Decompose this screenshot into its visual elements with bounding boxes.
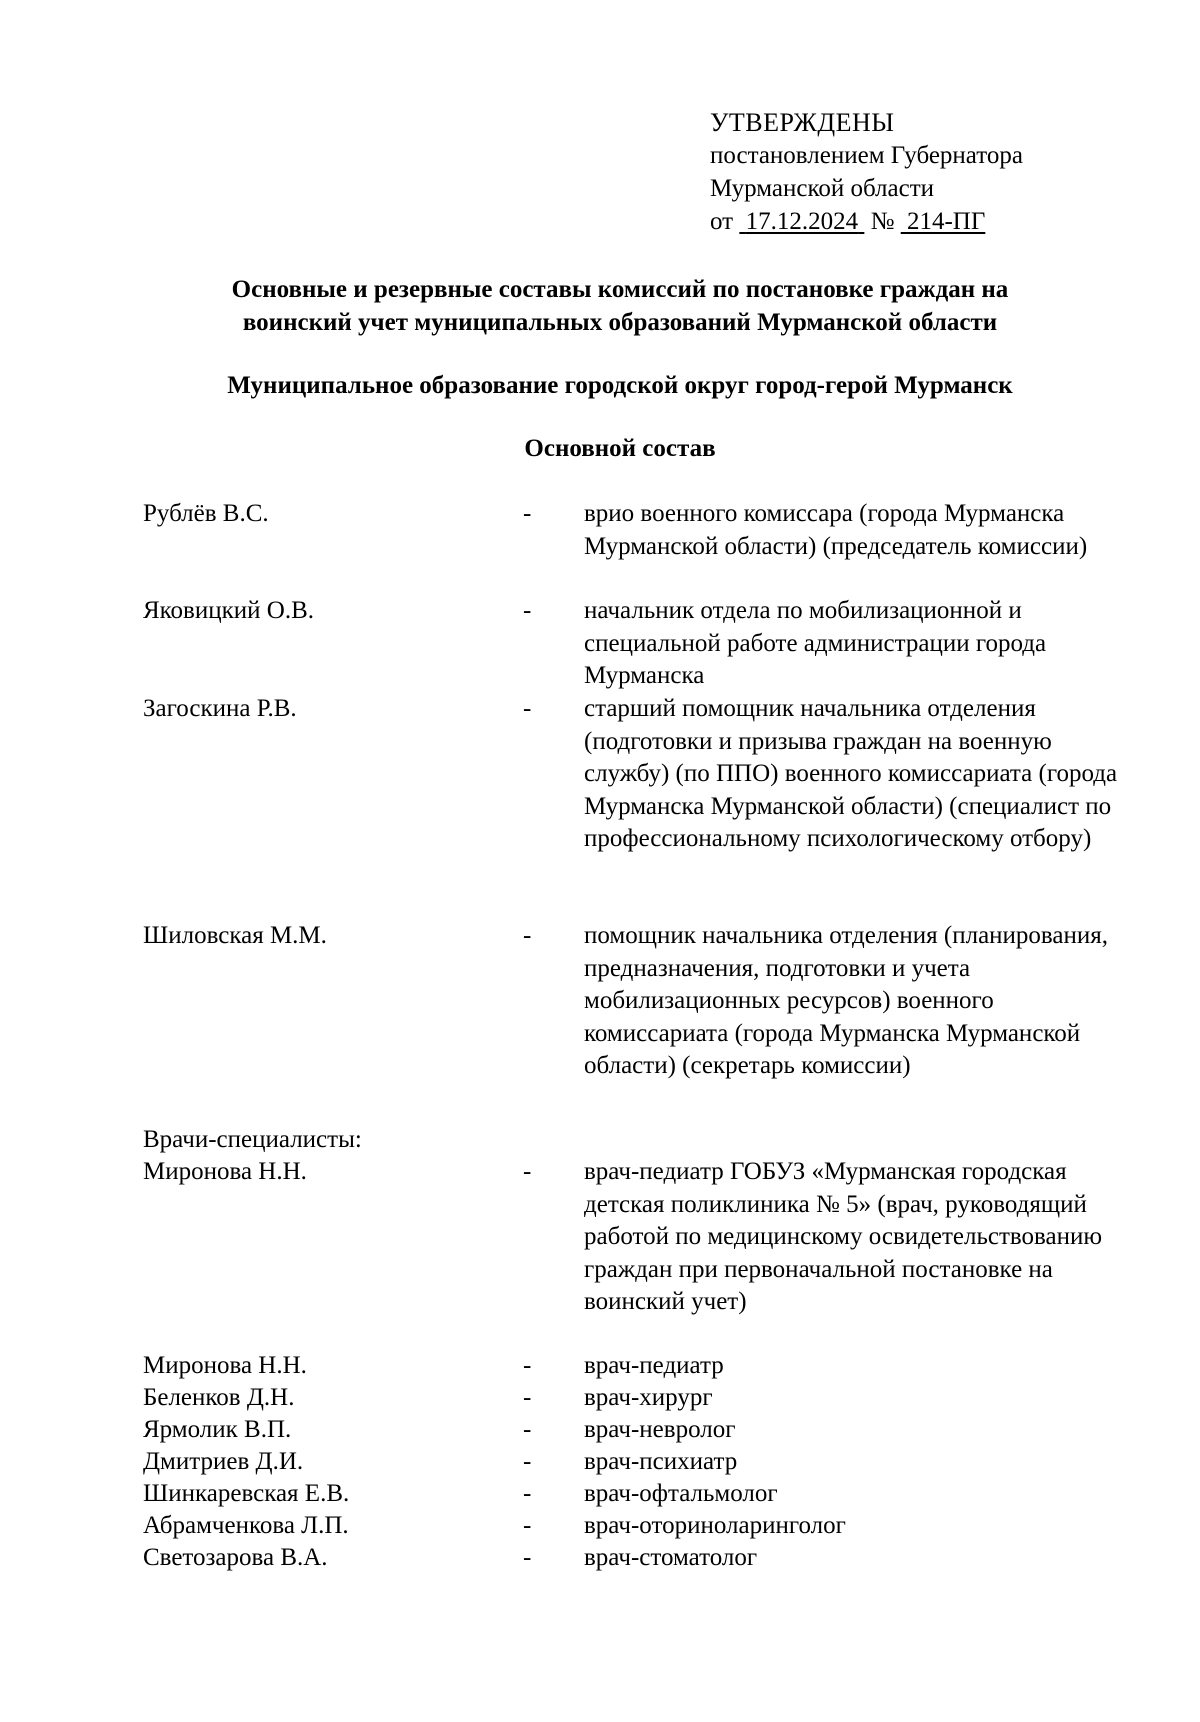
- dash: -: [523, 1448, 532, 1475]
- approval-heading: УТВЕРЖДЕНЫ: [710, 108, 895, 137]
- dash: -: [523, 1384, 532, 1411]
- doctor-role: врач-офтальмолог: [584, 1480, 778, 1507]
- document-title-line-1: Основные и резервные составы комиссий по постановке граждан на: [231, 276, 1009, 303]
- dash: -: [523, 500, 532, 527]
- member-name: Загоскина Р.В.: [143, 695, 297, 722]
- doctor-name: Миронова Н.Н.: [143, 1352, 307, 1379]
- member-role: помощник начальника отделения (планирования, предназначения, подготовки и учета мобилизационных ресурсов) военного комиссариата (города Мурманска Мурманской области) (секретарь комиссии): [584, 922, 1109, 1079]
- municipality-title: Муниципальное образование городской округ город-герой Мурманск: [227, 372, 1013, 399]
- doctor-name: Светозарова В.А.: [143, 1544, 328, 1571]
- date-prefix: от: [710, 208, 734, 235]
- doctor-role: врач-педиатр ГОБУЗ «Мурманская городская детская поликлиника № 5» (врач, руководящий работой по медицинскому освидетельствованию граждан при первоначальной постановке на воинский учет): [584, 1158, 1103, 1315]
- member-role: начальник отдела по мобилизационной и специальной работе администрации города Мурманска: [584, 597, 1047, 689]
- approval-date: 17.12.2024: [745, 208, 859, 235]
- dash: -: [523, 1158, 532, 1185]
- member-name: Шиловская М.М.: [143, 922, 327, 949]
- dash: -: [523, 922, 532, 949]
- approval-number: 214-ПГ: [906, 208, 986, 235]
- doctor-role: врач-оториноларинголог: [584, 1512, 846, 1539]
- dash: -: [523, 1544, 532, 1571]
- document-title-line-2: воинский учет муниципальных образований Мурманской области: [242, 309, 998, 336]
- member-name: Рублёв В.С.: [143, 500, 269, 527]
- doctor-name: Абрамченкова Л.П.: [143, 1512, 349, 1539]
- document-title: [120, 273, 1120, 339]
- doctor-name: Беленков Д.Н.: [143, 1384, 295, 1411]
- doctor-role: врач-невролог: [584, 1416, 736, 1443]
- doctor-name: Миронова Н.Н.: [143, 1158, 307, 1185]
- dash: -: [523, 1352, 532, 1379]
- approval-line-2: Мурманской области: [710, 175, 935, 202]
- doctor-name: Дмитриев Д.И.: [143, 1448, 304, 1475]
- doctor-role: врач-педиатр: [584, 1352, 724, 1379]
- doctor-name: Шинкаревская Е.В.: [143, 1480, 350, 1507]
- dash: -: [523, 597, 532, 624]
- doctor-name: Ярмолик В.П.: [143, 1416, 292, 1443]
- doctor-role: врач-психиатр: [584, 1448, 738, 1475]
- dash: -: [523, 695, 532, 722]
- doctors-heading: Врачи-специалисты:: [143, 1126, 362, 1153]
- dash: -: [523, 1512, 532, 1539]
- approval-date-line: [710, 205, 1023, 238]
- number-prefix: №: [870, 208, 895, 235]
- dash: -: [523, 1416, 532, 1443]
- doctor-role: врач-хирург: [584, 1384, 713, 1411]
- member-role: старший помощник начальника отделения (подготовки и призыва граждан на военную службу) (по ППО) военного комиссариата (города Мурманска Мурманской области) (специалист по профессиональному психологическому отбору): [584, 695, 1118, 852]
- dash: -: [523, 1480, 532, 1507]
- member-name: Яковицкий О.В.: [143, 597, 314, 624]
- composition-title: Основной состав: [524, 435, 716, 462]
- approval-block: [710, 106, 1023, 238]
- member-role: врио военного комиссара (города Мурманска Мурманской области) (председатель комиссии): [584, 500, 1088, 560]
- approval-line-1: постановлением Губернатора: [710, 142, 1023, 169]
- doctor-role: врач-стоматолог: [584, 1544, 758, 1571]
